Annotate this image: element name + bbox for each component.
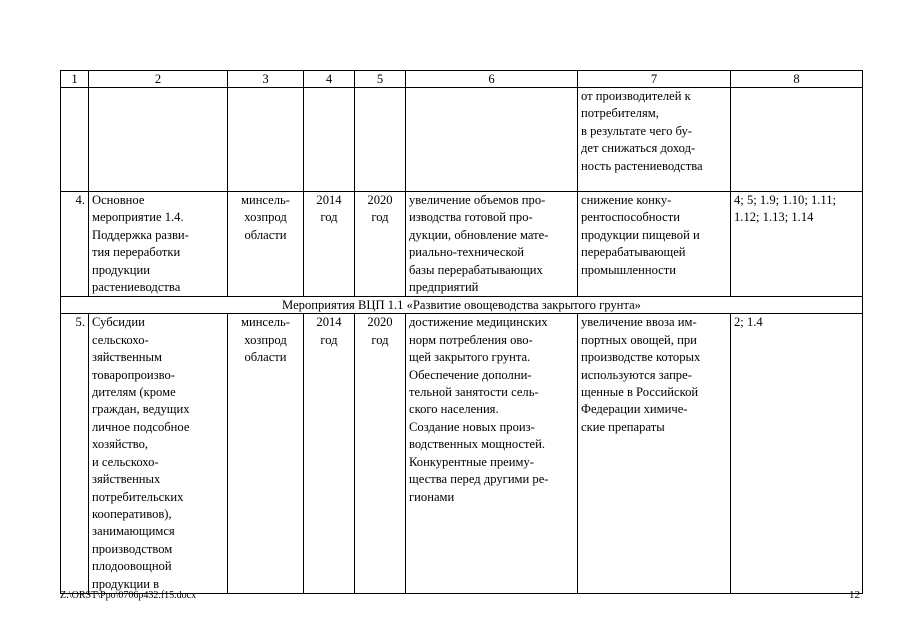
header-cell: 1 bbox=[61, 71, 89, 88]
header-cell: 2 bbox=[89, 71, 228, 88]
page-number: 12 bbox=[849, 589, 860, 601]
header-cell: 8 bbox=[731, 71, 863, 88]
header-cell: 5 bbox=[355, 71, 406, 88]
executor-cell: минсель- хозпрод области bbox=[228, 192, 304, 297]
header-cell: 6 bbox=[406, 71, 578, 88]
section-row bbox=[61, 297, 863, 314]
expected-result-cell: достижение медицинских норм потребления ово- щей закрытого грунта. Обеспечение дополни- тельной занятости сель- ского населения. Создание новых произ- водственных мощностей. Конкурентные преиму- щества перед другими ре- гионами bbox=[406, 314, 578, 594]
expected-result-cell bbox=[406, 88, 578, 192]
measure-name-cell bbox=[89, 88, 228, 192]
table-row bbox=[61, 314, 863, 594]
footer-file-path: Z:\ORST\Ppo\0706p432.f15.docx bbox=[60, 590, 197, 601]
consequence-cell: увеличение ввоза им- портных овощей, при производстве которых используются запре- щенные в Российской Федерации химиче- ские препараты bbox=[578, 314, 731, 594]
executor-cell bbox=[228, 88, 304, 192]
row-number-cell bbox=[61, 88, 89, 192]
executor-cell: минсель- хозпрод области bbox=[228, 314, 304, 594]
start-year-cell: 2014 год bbox=[304, 314, 355, 594]
end-year-cell: 2020 год bbox=[355, 192, 406, 297]
consequence-cell: снижение конку- рентоспособности продукции пищевой и перерабатывающей промышленности bbox=[578, 192, 731, 297]
header-cell: 7 bbox=[578, 71, 731, 88]
row-number-cell: 4. bbox=[61, 192, 89, 297]
start-year-cell: 2014 год bbox=[304, 192, 355, 297]
program-measures-table bbox=[60, 70, 863, 594]
table-row bbox=[61, 88, 863, 192]
header-cell: 4 bbox=[304, 71, 355, 88]
section-title: Мероприятия ВЦП 1.1 «Развитие овощеводства закрытого грунта» bbox=[61, 297, 863, 314]
end-year-cell bbox=[355, 88, 406, 192]
indicators-cell: 2; 1.4 bbox=[731, 314, 863, 594]
row-number-cell: 5. bbox=[61, 314, 89, 594]
indicators-cell: 4; 5; 1.9; 1.10; 1.11; 1.12; 1.13; 1.14 bbox=[731, 192, 863, 297]
table-header-row bbox=[61, 71, 863, 88]
indicators-cell bbox=[731, 88, 863, 192]
end-year-cell: 2020 год bbox=[355, 314, 406, 594]
measure-name-cell: Основное мероприятие 1.4. Поддержка разви- тия переработки продукции растениеводства bbox=[89, 192, 228, 297]
start-year-cell bbox=[304, 88, 355, 192]
measure-name-cell: Субсидии сельскохо- зяйственным товаропроизво- дителям (кроме граждан, ведущих личное подсобное хозяйство, и сельскохо- зяйственных потребительских кооперативов), занимающимся производством плодоовощной продукции в bbox=[89, 314, 228, 594]
expected-result-cell: увеличение объемов про- изводства готовой про- дукции, обновление мате- риально-технической базы перерабатывающих предприятий bbox=[406, 192, 578, 297]
table-row bbox=[61, 192, 863, 297]
header-cell: 3 bbox=[228, 71, 304, 88]
consequence-cell: от производителей к потребителям, в результате чего бу- дет снижаться доход- ность растениеводства bbox=[578, 88, 731, 192]
